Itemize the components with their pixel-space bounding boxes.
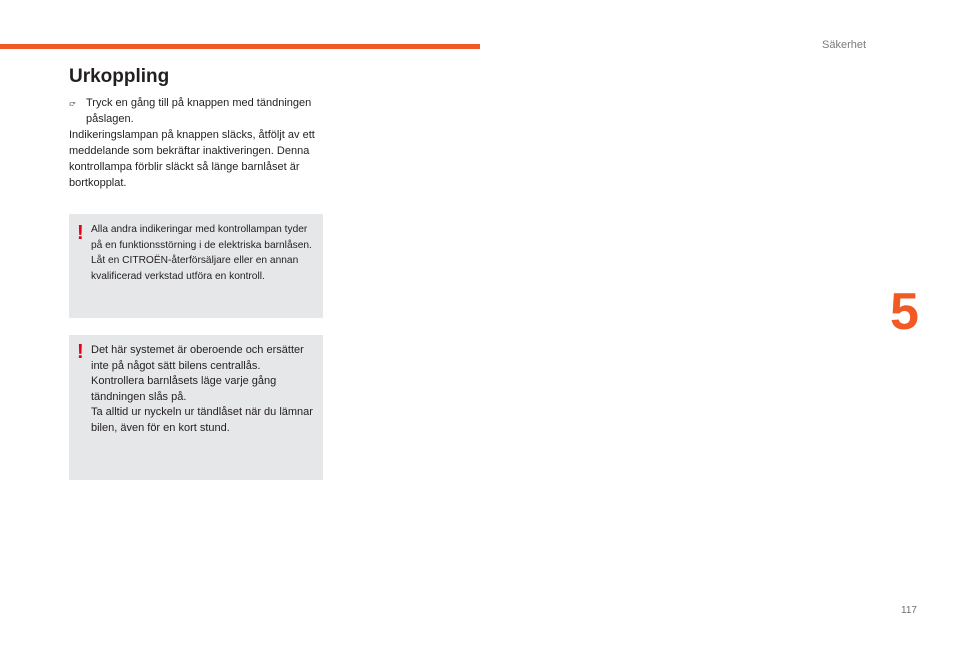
section-label: Säkerhet [822, 39, 867, 51]
warning-line: Det här systemet är oberoende och ersätter inte på något sätt bilens centrallås. [91, 344, 304, 372]
chapter-number: 5 [890, 283, 919, 341]
warning-line: Kontrollera barnlåsets läge varje gång tändningen slås på. [91, 375, 277, 403]
warning-box-independence [69, 335, 323, 480]
body-text [69, 95, 329, 191]
instruction-bullet [69, 95, 329, 127]
section-title: Urkoppling [69, 66, 170, 87]
exclamation-warning-icon: ! [77, 222, 84, 244]
exclamation-warning-icon: ! [77, 341, 84, 363]
bullet-text: Tryck en gång till på knappen med tändningen påslagen. [86, 97, 312, 125]
warning-line: Alla andra indikeringar med kontrollampan tyder på en funktionsstörning i de elektriska barnlåsen. [91, 224, 312, 251]
warning-line: Låt en CITROËN-återförsäljare eller en annan kvalificerad verkstad utföra en kontroll. [91, 255, 299, 282]
warning-box-malfunction [69, 214, 323, 318]
arrow-bullet-icon: 👉︎ [69, 98, 76, 108]
status-paragraph: Indikeringslampan på knappen släcks, åtföljt av ett meddelande som bekräftar inaktiveringen. Denna kontrollampa förblir släckt så länge barnlåset är bortkopplat. [69, 129, 315, 189]
warning-line: Ta alltid ur nyckeln ur tändlåset när du lämnar bilen, även för en kort stund. [91, 406, 313, 434]
page-number: 117 [901, 605, 917, 616]
header-accent-bar [0, 44, 480, 49]
